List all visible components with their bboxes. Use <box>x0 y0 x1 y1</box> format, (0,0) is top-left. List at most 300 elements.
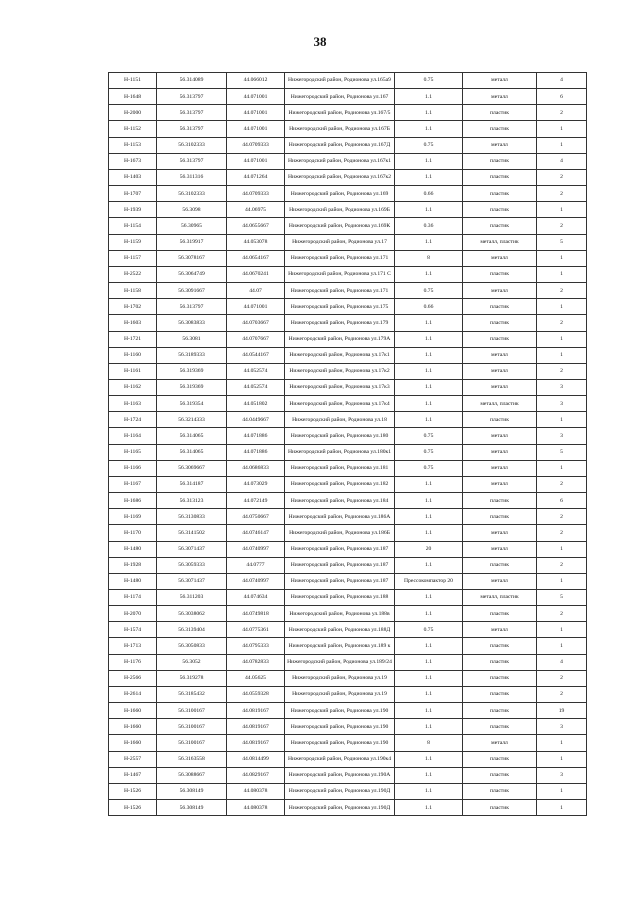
cell-longitude: 44.0654167 <box>227 250 285 266</box>
cell-material: пластик <box>463 509 537 525</box>
cell-count: 5 <box>537 234 587 250</box>
cell-count: 2 <box>537 606 587 622</box>
cell-latitude: 56.319917 <box>157 234 227 250</box>
table-row <box>109 186 587 202</box>
cell-material: пластик <box>463 493 537 509</box>
cell-count: 4 <box>537 73 587 89</box>
cell-address: Нижегородский район, Родионова ул.186Б <box>285 525 395 541</box>
cell-material: пластик <box>463 767 537 783</box>
cell-site-id: Н-1574 <box>109 622 157 638</box>
cell-site-id: Н-1660 <box>109 719 157 735</box>
cell-material: металл <box>463 137 537 153</box>
cell-address: Нижегородский район, Родионова ул.169 <box>285 186 395 202</box>
table-row <box>109 670 587 686</box>
cell-latitude: 56.3141502 <box>157 525 227 541</box>
cell-volume: 1.1 <box>395 638 463 654</box>
cell-volume: 1.1 <box>395 476 463 492</box>
cell-address: Нижегородский район, Родионова ул.167Б <box>285 121 395 137</box>
table-row <box>109 444 587 460</box>
cell-site-id: Н-1721 <box>109 331 157 347</box>
cell-latitude: 56.313123 <box>157 493 227 509</box>
cell-latitude: 56.308149 <box>157 800 227 816</box>
table-row <box>109 266 587 282</box>
cell-longitude: 44.072149 <box>227 493 285 509</box>
cell-longitude: 44.0777 <box>227 557 285 573</box>
cell-longitude: 44.06975 <box>227 202 285 218</box>
cell-longitude: 44.071886 <box>227 428 285 444</box>
table-row <box>109 525 587 541</box>
cell-address: Нижегородский район, Родионова ул.189/24 <box>285 654 395 670</box>
cell-volume: 0.75 <box>395 428 463 444</box>
cell-count: 1 <box>537 800 587 816</box>
cell-volume: 0.66 <box>395 186 463 202</box>
cell-count: 2 <box>537 363 587 379</box>
cell-longitude: 44.0709333 <box>227 137 285 153</box>
cell-site-id: Н-1160 <box>109 347 157 363</box>
table-row <box>109 509 587 525</box>
cell-latitude: 56.313797 <box>157 105 227 121</box>
cell-latitude: 56.3059333 <box>157 557 227 573</box>
table-row <box>109 363 587 379</box>
cell-site-id: Н-2000 <box>109 105 157 121</box>
cell-count: 4 <box>537 654 587 670</box>
cell-volume: 8 <box>395 735 463 751</box>
cell-address: Нижегородский район, Родионова ул.186А <box>285 509 395 525</box>
cell-site-id: Н-1164 <box>109 428 157 444</box>
cell-address: Нижегородский район, Родионова ул.17к1 <box>285 347 395 363</box>
cell-longitude: 44.071001 <box>227 299 285 315</box>
cell-count: 1 <box>537 783 587 799</box>
cell-volume: 1.1 <box>395 606 463 622</box>
table-row <box>109 283 587 299</box>
cell-count: 2 <box>537 218 587 234</box>
cell-latitude: 56.319354 <box>157 396 227 412</box>
cell-count: 3 <box>537 428 587 444</box>
cell-site-id: Н-1167 <box>109 476 157 492</box>
cell-address: Нижегородский район, Родионова ул.167/5 <box>285 105 395 121</box>
cell-longitude: 44.0782833 <box>227 654 285 670</box>
cell-volume: 1.1 <box>395 800 463 816</box>
cell-latitude: 56.3081 <box>157 331 227 347</box>
table-row <box>109 137 587 153</box>
cell-count: 2 <box>537 670 587 686</box>
cell-latitude: 56.3071437 <box>157 541 227 557</box>
cell-count: 1 <box>537 638 587 654</box>
cell-longitude: 44.0709333 <box>227 186 285 202</box>
cell-volume: 20 <box>395 541 463 557</box>
cell-material: пластик <box>463 169 537 185</box>
cell-volume: 1.1 <box>395 686 463 702</box>
table-row <box>109 606 587 622</box>
cell-site-id: Н-1526 <box>109 800 157 816</box>
cell-latitude: 56.3083833 <box>157 315 227 331</box>
cell-volume: 0.75 <box>395 73 463 89</box>
cell-latitude: 56.319369 <box>157 363 227 379</box>
cell-count: 5 <box>537 444 587 460</box>
cell-volume: 1.1 <box>395 202 463 218</box>
cell-count: 4 <box>537 153 587 169</box>
cell-count: 3 <box>537 379 587 395</box>
cell-volume: 0.66 <box>395 299 463 315</box>
cell-count: 6 <box>537 493 587 509</box>
cell-material: пластик <box>463 331 537 347</box>
cell-latitude: 56.3189333 <box>157 347 227 363</box>
cell-site-id: Н-1603 <box>109 315 157 331</box>
cell-volume: 1.1 <box>395 525 463 541</box>
cell-address: Нижегородский район, Родионова ул.187 <box>285 573 395 589</box>
cell-count: 1 <box>537 735 587 751</box>
cell-material: металл <box>463 622 537 638</box>
table-row <box>109 121 587 137</box>
cell-address: Нижегородский район, Родионова ул.171 <box>285 250 395 266</box>
cell-address: Нижегородский район, Родионова ул.184 <box>285 493 395 509</box>
cell-count: 2 <box>537 315 587 331</box>
cell-count: 1 <box>537 622 587 638</box>
cell-address: Нижегородский район, Родионова ул.188Д <box>285 622 395 638</box>
cell-latitude: 56.3098 <box>157 202 227 218</box>
cell-material: металл <box>463 363 537 379</box>
cell-longitude: 44.0819167 <box>227 735 285 751</box>
cell-site-id: Н-2614 <box>109 686 157 702</box>
cell-material: пластик <box>463 299 537 315</box>
cell-address: Нижегородский район, Родионова ул.181 <box>285 460 395 476</box>
table-row <box>109 105 587 121</box>
cell-count: 2 <box>537 283 587 299</box>
cell-volume: Прессокомпактор 20 <box>395 573 463 589</box>
cell-longitude: 44.0746147 <box>227 525 285 541</box>
cell-latitude: 56.3130833 <box>157 509 227 525</box>
cell-longitude: 44.0707667 <box>227 331 285 347</box>
cell-site-id: Н-1153 <box>109 137 157 153</box>
table-row <box>109 557 587 573</box>
cell-address: Нижегородский район, Родионова ул.180к1 <box>285 444 395 460</box>
cell-count: 2 <box>537 169 587 185</box>
cell-longitude: 44.0795333 <box>227 638 285 654</box>
table-row <box>109 331 587 347</box>
cell-material: металл <box>463 73 537 89</box>
cell-address: Нижегородский район, Родионова ул.182 <box>285 476 395 492</box>
cell-volume: 0.75 <box>395 283 463 299</box>
cell-longitude: 44.071001 <box>227 89 285 105</box>
cell-site-id: Н-1161 <box>109 363 157 379</box>
cell-latitude: 56.3064749 <box>157 266 227 282</box>
cell-material: пластик <box>463 638 537 654</box>
cell-material: металл, пластик <box>463 234 537 250</box>
table-row <box>109 153 587 169</box>
cell-count: 1 <box>537 331 587 347</box>
cell-count: 1 <box>537 299 587 315</box>
cell-longitude: 44.0740997 <box>227 541 285 557</box>
cell-latitude: 56.3071437 <box>157 573 227 589</box>
cell-count: 1 <box>537 250 587 266</box>
cell-latitude: 56.313797 <box>157 153 227 169</box>
cell-longitude: 44.0544167 <box>227 347 285 363</box>
cell-address: Нижегородский район, Родионова ул.171 <box>285 283 395 299</box>
cell-site-id: Н-1673 <box>109 153 157 169</box>
cell-latitude: 56.3102333 <box>157 137 227 153</box>
table-row <box>109 622 587 638</box>
cell-address: Нижегородский район, Родионова ул.19 <box>285 686 395 702</box>
cell-material: металл <box>463 379 537 395</box>
cell-latitude: 56.3100167 <box>157 719 227 735</box>
cell-latitude: 56.3091667 <box>157 283 227 299</box>
cell-latitude: 56.3100167 <box>157 703 227 719</box>
table-row <box>109 783 587 799</box>
cell-address: Нижегородский район, Родионова ул.190А <box>285 767 395 783</box>
cell-longitude: 44.0559328 <box>227 686 285 702</box>
table-row <box>109 493 587 509</box>
cell-count: 1 <box>537 202 587 218</box>
cell-site-id: Н-2070 <box>109 606 157 622</box>
cell-site-id: Н-1403 <box>109 169 157 185</box>
cell-count: 1 <box>537 541 587 557</box>
table-row <box>109 428 587 444</box>
cell-volume: 0.36 <box>395 218 463 234</box>
table-row <box>109 379 587 395</box>
cell-address: Нижегородский район, Родионова ул.188в <box>285 606 395 622</box>
cell-longitude: 44.071001 <box>227 105 285 121</box>
cell-volume: 1.1 <box>395 266 463 282</box>
table-row <box>109 396 587 412</box>
cell-address: Нижегородский район, Родионова ул.189 к <box>285 638 395 654</box>
cell-address: Нижегородский район, Родионова ул.167 <box>285 89 395 105</box>
cell-site-id: Н-1162 <box>109 379 157 395</box>
cell-latitude: 56.3050833 <box>157 638 227 654</box>
cell-material: металл <box>463 283 537 299</box>
cell-material: пластик <box>463 800 537 816</box>
cell-site-id: Н-1170 <box>109 525 157 541</box>
cell-material: пластик <box>463 266 537 282</box>
cell-material: металл <box>463 444 537 460</box>
cell-longitude: 44.0703667 <box>227 315 285 331</box>
table-row <box>109 686 587 702</box>
cell-address: Нижегородский район, Родионова ул.17 <box>285 234 395 250</box>
cell-volume: 1.1 <box>395 89 463 105</box>
cell-longitude: 44.0686833 <box>227 460 285 476</box>
cell-address: Нижегородский район, Родионова ул.17к2 <box>285 363 395 379</box>
cell-address: Нижегородский район, Родионова ул.190 <box>285 735 395 751</box>
cell-longitude: 44.0775361 <box>227 622 285 638</box>
cell-site-id: Н-1467 <box>109 767 157 783</box>
cell-volume: 1.1 <box>395 379 463 395</box>
cell-longitude: 44.0449667 <box>227 412 285 428</box>
cell-material: металл <box>463 541 537 557</box>
cell-longitude: 44.074634 <box>227 590 285 606</box>
table-row <box>109 638 587 654</box>
cell-site-id: Н-1928 <box>109 557 157 573</box>
cell-address: Нижегородский район, Родионова ул.190Д <box>285 783 395 799</box>
cell-volume: 1.1 <box>395 347 463 363</box>
cell-latitude: 56.311316 <box>157 169 227 185</box>
cell-count: 5 <box>537 590 587 606</box>
cell-site-id: Н-1480 <box>109 573 157 589</box>
cell-address: Нижегородский район, Родионова ул.167к2 <box>285 169 395 185</box>
cell-site-id: Н-1686 <box>109 493 157 509</box>
table-row <box>109 218 587 234</box>
cell-volume: 0.75 <box>395 460 463 476</box>
cell-longitude: 44.080378 <box>227 783 285 799</box>
cell-count: 19 <box>537 703 587 719</box>
table-row <box>109 347 587 363</box>
table-row <box>109 735 587 751</box>
cell-longitude: 44.053078 <box>227 234 285 250</box>
cell-longitude: 44.073029 <box>227 476 285 492</box>
cell-material: пластик <box>463 686 537 702</box>
cell-longitude: 44.0670241 <box>227 266 285 282</box>
cell-material: металл <box>463 573 537 589</box>
cell-longitude: 44.0819167 <box>227 719 285 735</box>
cell-site-id: Н-1154 <box>109 218 157 234</box>
table-row <box>109 315 587 331</box>
cell-material: пластик <box>463 670 537 686</box>
table-row <box>109 751 587 767</box>
cell-address: Нижегородский район, Родионова ул.179А <box>285 331 395 347</box>
cell-count: 2 <box>537 509 587 525</box>
cell-address: Нижегородский район, Родионова ул.179 <box>285 315 395 331</box>
cell-address: Нижегородский район, Родионова ул.165а9 <box>285 73 395 89</box>
cell-material: пластик <box>463 202 537 218</box>
cell-material: металл <box>463 460 537 476</box>
cell-latitude: 56.3069667 <box>157 460 227 476</box>
cell-latitude: 56.3088667 <box>157 767 227 783</box>
cell-count: 1 <box>537 460 587 476</box>
cell-latitude: 56.313797 <box>157 121 227 137</box>
cell-site-id: Н-2522 <box>109 266 157 282</box>
cell-material: металл <box>463 250 537 266</box>
cell-latitude: 56.3139404 <box>157 622 227 638</box>
cell-material: пластик <box>463 121 537 137</box>
table-row <box>109 89 587 105</box>
cell-count: 2 <box>537 686 587 702</box>
cell-latitude: 56.313797 <box>157 89 227 105</box>
cell-latitude: 56.3052 <box>157 654 227 670</box>
cell-longitude: 44.071886 <box>227 444 285 460</box>
cell-material: металл <box>463 735 537 751</box>
cell-volume: 1.1 <box>395 331 463 347</box>
cell-address: Нижегородский район, Родионова ул.18 <box>285 412 395 428</box>
cell-count: 1 <box>537 412 587 428</box>
cell-count: 3 <box>537 767 587 783</box>
cell-volume: 1.1 <box>395 396 463 412</box>
cell-address: Нижегородский район, Родионова ул.167Д <box>285 137 395 153</box>
cell-material: металл, пластик <box>463 396 537 412</box>
cell-site-id: Н-1157 <box>109 250 157 266</box>
cell-material: пластик <box>463 606 537 622</box>
cell-site-id: Н-1176 <box>109 654 157 670</box>
cell-material: пластик <box>463 654 537 670</box>
cell-longitude: 44.051802 <box>227 396 285 412</box>
cell-material: пластик <box>463 412 537 428</box>
cell-count: 2 <box>537 105 587 121</box>
cell-address: Нижегородский район, Родионова ул.171 С <box>285 266 395 282</box>
cell-material: пластик <box>463 105 537 121</box>
cell-longitude: 44.0750667 <box>227 509 285 525</box>
table-row <box>109 412 587 428</box>
cell-count: 1 <box>537 573 587 589</box>
cell-site-id: Н-1152 <box>109 121 157 137</box>
cell-material: пластик <box>463 153 537 169</box>
table-row <box>109 703 587 719</box>
cell-material: пластик <box>463 783 537 799</box>
cell-site-id: Н-1707 <box>109 186 157 202</box>
table-row <box>109 800 587 816</box>
cell-site-id: Н-1166 <box>109 460 157 476</box>
cell-address: Нижегородский район, Родионова ул.17к3 <box>285 379 395 395</box>
cell-volume: 1.1 <box>395 509 463 525</box>
cell-volume: 1.1 <box>395 719 463 735</box>
cell-latitude: 56.319278 <box>157 670 227 686</box>
cell-volume: 1.1 <box>395 703 463 719</box>
cell-latitude: 56.3163558 <box>157 751 227 767</box>
cell-material: пластик <box>463 703 537 719</box>
table-row <box>109 541 587 557</box>
cell-material: металл <box>463 476 537 492</box>
cell-site-id: Н-1713 <box>109 638 157 654</box>
table-row <box>109 719 587 735</box>
cell-latitude: 56.3214333 <box>157 412 227 428</box>
cell-longitude: 44.066012 <box>227 73 285 89</box>
cell-address: Нижегородский район, Родионова ул.188 <box>285 590 395 606</box>
page-number: 38 <box>313 34 327 49</box>
table-row <box>109 573 587 589</box>
cell-site-id: Н-1660 <box>109 703 157 719</box>
table-row <box>109 767 587 783</box>
cell-latitude: 56.314065 <box>157 428 227 444</box>
cell-site-id: Н-1165 <box>109 444 157 460</box>
cell-count: 2 <box>537 557 587 573</box>
cell-longitude: 44.05625 <box>227 670 285 686</box>
table-row <box>109 299 587 315</box>
cell-volume: 1.1 <box>395 783 463 799</box>
cell-material: пластик <box>463 751 537 767</box>
cell-count: 1 <box>537 751 587 767</box>
cell-site-id: Н-1702 <box>109 299 157 315</box>
cell-material: металл, пластик <box>463 590 537 606</box>
cell-longitude: 44.0655667 <box>227 218 285 234</box>
cell-count: 1 <box>537 347 587 363</box>
cell-material: пластик <box>463 218 537 234</box>
cell-site-id: Н-1151 <box>109 73 157 89</box>
cell-volume: 1.1 <box>395 315 463 331</box>
cell-longitude: 44.080378 <box>227 800 285 816</box>
cell-material: пластик <box>463 719 537 735</box>
cell-latitude: 56.308149 <box>157 783 227 799</box>
cell-address: Нижегородский район, Родионова ул.187 <box>285 557 395 573</box>
cell-address: Нижегородский район, Родионова ул.180 <box>285 428 395 444</box>
cell-material: металл <box>463 347 537 363</box>
cell-latitude: 56.3100167 <box>157 735 227 751</box>
cell-volume: 1.1 <box>395 105 463 121</box>
cell-longitude: 44.0819167 <box>227 703 285 719</box>
cell-longitude: 44.0749818 <box>227 606 285 622</box>
cell-volume: 1.1 <box>395 767 463 783</box>
table-row <box>109 654 587 670</box>
cell-volume: 1.1 <box>395 153 463 169</box>
table-row <box>109 169 587 185</box>
cell-address: Нижегородский район, Родионова ул.169К <box>285 218 395 234</box>
cell-material: металл <box>463 428 537 444</box>
cell-site-id: Н-1174 <box>109 590 157 606</box>
cell-latitude: 56.3185432 <box>157 686 227 702</box>
cell-latitude: 56.30965 <box>157 218 227 234</box>
cell-count: 1 <box>537 121 587 137</box>
cell-volume: 1.1 <box>395 590 463 606</box>
cell-longitude: 44.0829167 <box>227 767 285 783</box>
cell-longitude: 44.071264 <box>227 169 285 185</box>
cell-address: Нижегородский район, Родионова ул.190 <box>285 719 395 735</box>
cell-volume: 1.1 <box>395 363 463 379</box>
cell-volume: 1.1 <box>395 751 463 767</box>
